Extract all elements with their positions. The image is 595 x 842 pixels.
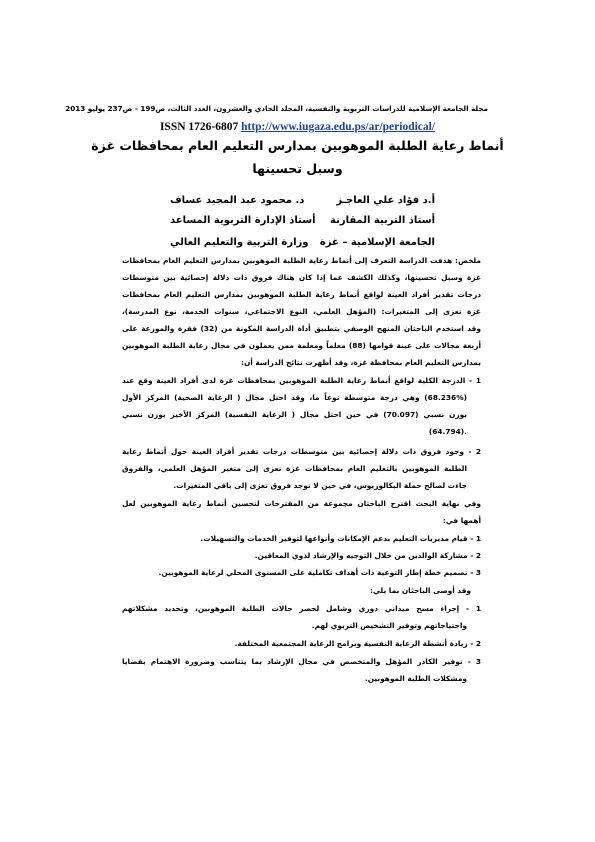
paper-title: أنماط رعاية الطلبة الموهوبين بمدارس التعليم العام بمحافظات غزة [91, 138, 504, 153]
author-2-affiliation: وزارة التربية والتعليم العالي [170, 237, 309, 248]
abstract-line: ملخص: هدفت الدراسة التعرف إلى أنماط رعاية الطلبة الموهوبين بمدارس التعليم العام بمحافظات [122, 256, 481, 265]
recommendation-item-cont: ومشكلات الطلبة الموهوبين. [364, 674, 467, 683]
abstract-line: غزة تعزى إلى المتغيرات: (المؤهل العلمي، النوع الاجتماعي، سنوات الخدمة، نوع المدرسة)، [122, 307, 481, 316]
result-item-1-cont: (64.794). [428, 427, 467, 436]
journal-citation: مجلة الجامعة الإسلامية للدراسات التربوية والنفسية، المجلد الحادي والعشرون، العدد الثالث، ص199 - ص237 يوليو 2013 [65, 104, 488, 113]
recommendation-item: 1 - إجراء مسح ميداني دوري وشامل لحصر حالات الطلبة الموهوبين، وتحديد مشكلاتهم [122, 604, 481, 613]
abstract-line: وقد استخدم الباحثان المنهج الوصفي بتطبيق أداة الدراسة المكونة من (32) فقرة والموزعة على [122, 324, 481, 333]
result-item-2-cont: جاءت لصالح حملة البكالوريوس، في حين لا توجد فروق تعزى إلى باقي المتغيرات. [173, 481, 467, 490]
recommendations-intro: وقد أوصى الباحثان بما يلي: [370, 586, 471, 595]
recommendation-item: 3 - توفير الكادر المؤهل والمتخصص في مجال الإرشاد بما يتناسب وضرورة الاهتمام بقضايا [122, 657, 481, 666]
author-2-name: د. محمود عبد المجيد عساف [170, 195, 305, 206]
issn-number: ISSN 1726-6807 [159, 121, 239, 133]
abstract-line: غزة وسبل تحسينها، وكذلك الكشف عما إذا كان هناك فروق ذات دلالة إحصائية بين متوسطات [122, 273, 481, 282]
recommendation-item: 2 - زيادة أنشطة الرعاية النفسية وبرامج الرعاية المجتمعية المختلفة. [234, 639, 481, 648]
proposal-item: 1 - قيام مديريات التعليم بدعم الإمكانات وأنواعها لتوفير الخدمات والتسهيلات. [200, 534, 481, 543]
author-1-name: أ.د فؤاد علي العاجـز [336, 195, 435, 206]
result-item-2-cont: الطلبة الموهوبين بالتعليم العام بمحافظات غزة تعزى إلى متغير المؤهل العلمي، والفروق [122, 464, 467, 473]
result-item-1-cont: بوزن نسبي (70.097) في حين احتل مجال ( الرعاية النفسية) المركز الأخير بوزن نسبي [122, 410, 467, 419]
issn-line [0, 121, 595, 133]
periodical-link[interactable]: http://www.iugaza.edu.ps/ar/periodical/ [241, 121, 436, 133]
author-1-title: أستاذ التربية المقارنة [330, 215, 435, 226]
result-item-1: 1 - الدرجة الكلية لواقع أنماط رعاية الطلبة الموهوبين بمحافظات غزة لدى أفراد العينة وقع عند [122, 376, 481, 385]
abstract-line: أربعة مجالات على عينة قوامها (88) معلماً ومعلمة ممن يعملون في مجال رعاية الطلبة الموهوبين [122, 341, 481, 350]
recommendation-item-cont: واحتياجاتهم وتوفير التشخيص التربوي لهم. [311, 621, 467, 630]
proposal-item: 2 - مشاركة الوالدين من خلال التوجيه والإرشاد لذوي المعاقين. [254, 551, 481, 560]
author-1-affiliation: الجامعة الإسلامية – غزة [319, 237, 435, 248]
proposal-item: 3 - تصميم خطة إطار التوعية ذات أهداف تكاملية على المستوى المحلي لرعاية الموهوبين. [158, 568, 481, 577]
result-item-2: 2 - وجود فروق ذات دلالة إحصائية بين متوسطات درجات تقدير أفراد العينة حول أنماط رعاية [122, 447, 481, 456]
result-item-1-cont: (68.236%) وهي درجة متوسطة نوعاً ما، وقد احتل مجال ( الرعاية الصحية) المركز الأول [122, 393, 467, 402]
abstract-line: درجات تقدير أفراد العينة لواقع أنماط رعاية الطلبة الموهوبين بمدارس التعليم العام بمحافظات [122, 290, 481, 299]
abstract-line: بمدارس التعليم العام بمحافظة غزة، وقد أظهرت نتائج الدراسة أن: [241, 358, 481, 367]
proposals-intro: وفي نهاية البحث اقترح الباحثان مجموعة من المقترحات لتحسين أنماط رعاية الموهوبين لعل [122, 499, 481, 508]
author-2-title: أستاذ الإدارة التربوية المساعد [170, 215, 316, 226]
paper-title-line2: وسبل تحسينها [252, 161, 343, 176]
proposals-intro-cont: أهمها في: [442, 516, 481, 525]
